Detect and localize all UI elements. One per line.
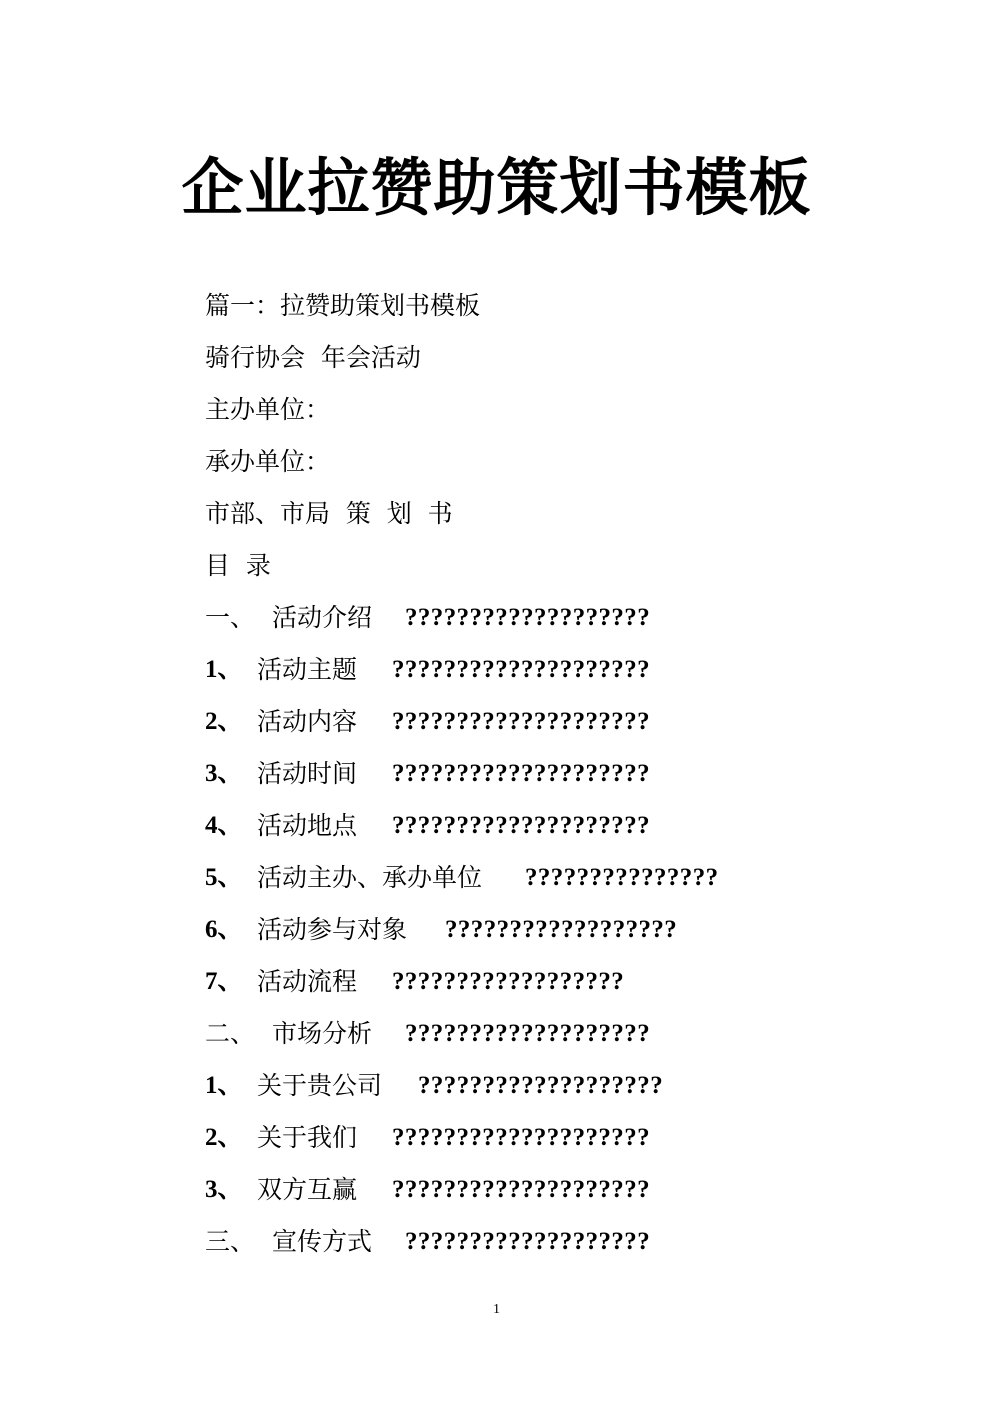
toc-leader: ??????????????????? (405, 1228, 651, 1255)
toc-leader: ??????????????? (525, 864, 719, 891)
toc-title: 活动地点 (257, 811, 358, 840)
toc-leader: ?????????????????? (392, 968, 625, 995)
toc-title: 活动主办、承办单位 (257, 863, 483, 892)
intro-line-chapter: 篇一：拉赞助策划书模板 (205, 291, 481, 320)
toc-heading: 目 录 (205, 551, 271, 580)
intro-line-plan: 市部、市局 策 划 书 (205, 499, 453, 528)
intro-line-event: 骑行协会 年会活动 (205, 343, 421, 372)
toc-leader: ???????????????????? (392, 1176, 650, 1203)
toc-title: 活动内容 (257, 707, 358, 736)
toc-number: 三、 (205, 1227, 256, 1256)
toc-leader: ?????????????????? (445, 916, 678, 943)
toc-number: 1、 (205, 1072, 243, 1099)
toc-number: 2、 (205, 1124, 243, 1151)
toc-title: 宣传方式 (272, 1227, 373, 1256)
toc-title: 活动参与对象 (257, 915, 408, 944)
toc-number: 1、 (205, 656, 243, 683)
toc-title: 关于我们 (257, 1123, 358, 1152)
toc-leader: ???????????????????? (392, 760, 650, 787)
toc-number: 4、 (205, 812, 243, 839)
toc-number: 3、 (205, 760, 243, 787)
toc-leader: ???????????????????? (392, 1124, 650, 1151)
toc-number: 一、 (205, 603, 256, 632)
toc-title: 活动介绍 (272, 603, 373, 632)
toc-leader: ???????????????????? (392, 812, 650, 839)
toc-title: 关于贵公司 (257, 1071, 383, 1100)
toc-number: 二、 (205, 1019, 256, 1048)
toc-title: 活动流程 (257, 967, 358, 996)
toc-number: 3、 (205, 1176, 243, 1203)
toc-leader: ??????????????????? (405, 1020, 651, 1047)
toc-title: 双方互赢 (257, 1175, 358, 1204)
toc-leader: ???????????????????? (392, 656, 650, 683)
page-number: 1 (493, 1302, 500, 1317)
toc-title: 市场分析 (272, 1019, 373, 1048)
toc-leader: ??????????????????? (418, 1072, 664, 1099)
toc-leader: ??????????????????? (405, 604, 651, 631)
toc-title: 活动主题 (257, 655, 358, 684)
toc-number: 6、 (205, 916, 243, 943)
toc-number: 2、 (205, 708, 243, 735)
intro-line-co-organizer: 承办单位： (205, 447, 331, 476)
intro-line-organizer: 主办单位： (205, 395, 331, 424)
document-title: 企业拉赞助策划书模板 (181, 151, 812, 224)
toc-number: 5、 (205, 864, 243, 891)
toc-number: 7、 (205, 968, 243, 995)
toc-title: 活动时间 (257, 759, 358, 788)
toc-leader: ???????????????????? (392, 708, 650, 735)
